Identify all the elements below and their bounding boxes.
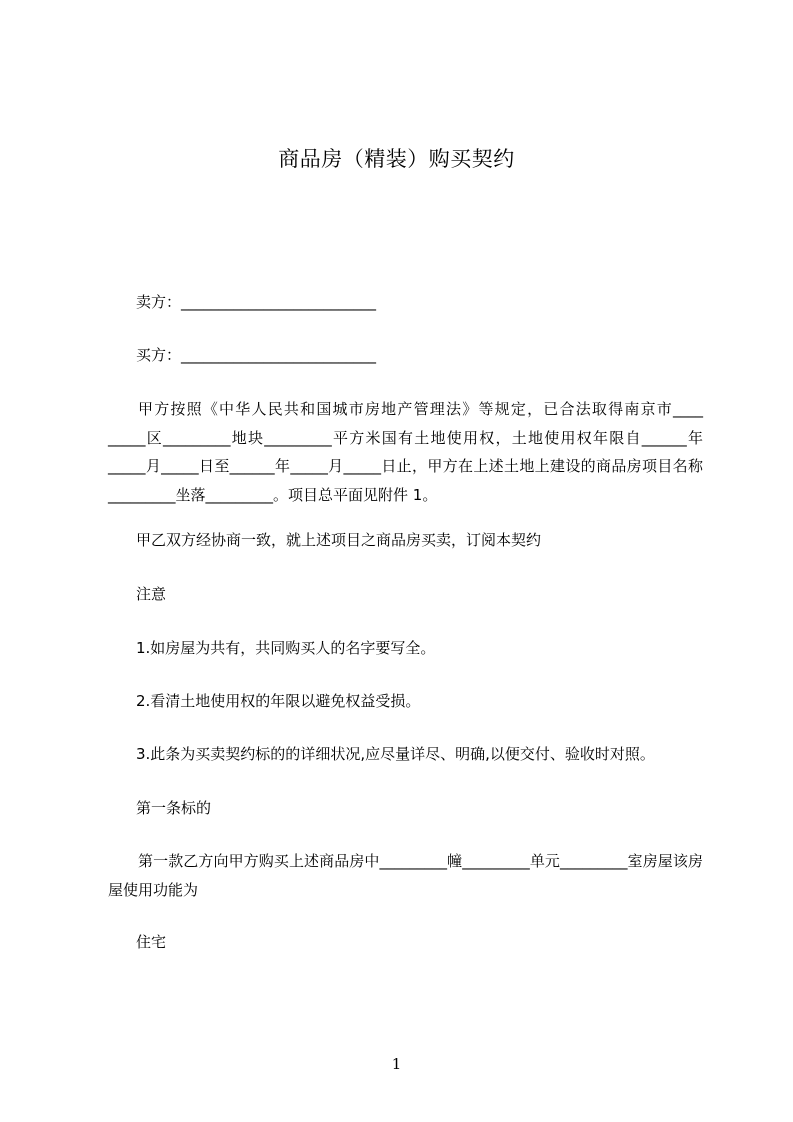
agreement-line: 甲乙双方经协商一致，就上述项目之商品房买卖，订阅本契约 <box>136 531 542 549</box>
article1-paragraph: 第一款乙方向甲方购买上述商品房中_________幢_________单元_________室房屋该房屋使用功能为 <box>108 852 703 899</box>
page-number: 1 <box>391 1055 402 1073</box>
note-item: 2.看清土地使用权的年限以避免权益受损。 <box>136 692 421 710</box>
note-item: 3.此条为买卖契约标的的详细状况,应尽量详尽、明确,以便交付、验收时对照。 <box>136 745 655 763</box>
buyer-line: 买方：__________________________ <box>136 346 377 364</box>
note-item: 1.如房屋为共有，共同购买人的名字要写全。 <box>136 639 436 657</box>
seller-line: 卖方：__________________________ <box>136 293 377 311</box>
notice-heading: 注意 <box>136 585 167 603</box>
intro-paragraph: 甲方按照《中华人民共和国城市房地产管理法》等规定，已合法取得南京市____ _____区_________地块_________平方米国有土地使用权，土地使用权年限自______年_____月_____日至______年_____月_____日止，甲方在上述土地上建设的商品房项目名称_________坐落_________。项目总平面见附件 1。 <box>108 400 703 504</box>
document-title: 商品房（精装）购买契约 <box>278 147 515 171</box>
usage-line: 住宅 <box>136 933 167 951</box>
article1-heading: 第一条标的 <box>136 799 212 817</box>
